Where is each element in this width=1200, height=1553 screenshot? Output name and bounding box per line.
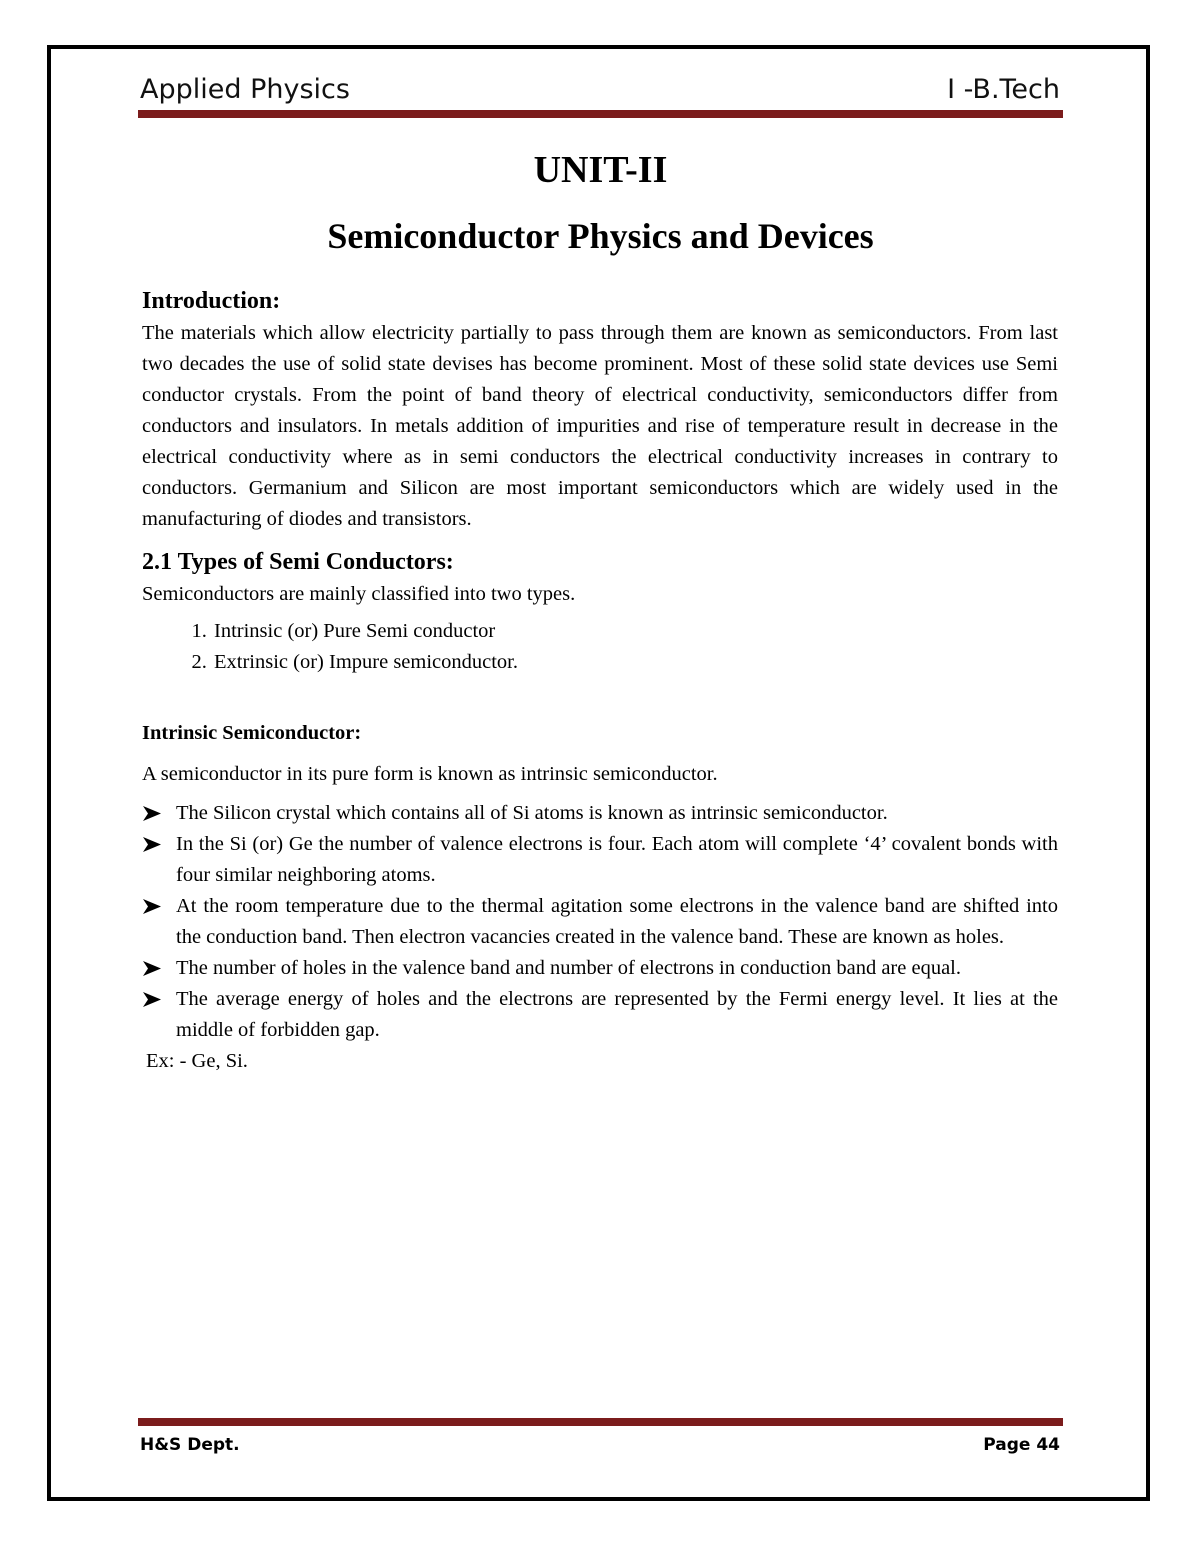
types-heading: 2.1 Types of Semi Conductors: — [142, 549, 454, 575]
list-item: 1. Intrinsic (or) Pure Semi conductor — [212, 616, 1058, 647]
intrinsic-heading: Intrinsic Semiconductor: — [142, 722, 362, 744]
introduction-text: The materials which allow electricity partially to pass through them are known as semiconductors. From last two decades the use of solid state devises has become prominent. Most of these solid state devices use Semi conductor crystals. From the point of band theory of electrical conductivity, semiconductors differ from conductors and insulators. In metals addition of impurities and rise of temperature result in decrease in the electrical conductivity where as in semi conductors the electrical conductivity increases in contrary to conductors. Germanium and Silicon are most important semiconductors which are widely used in the manufacturing of diodes and transistors. — [142, 322, 1058, 530]
bullet-text: The Silicon crystal which contains all of Si atoms is known as intrinsic semiconductor. — [176, 802, 888, 824]
footer-rule — [138, 1418, 1063, 1426]
arrow-bullet-icon — [142, 960, 162, 977]
list-item — [142, 984, 1058, 1046]
list-item — [142, 953, 1058, 984]
types-intro: Semiconductors are mainly classified into two types. — [142, 583, 576, 605]
bullet-text: At the room temperature due to the thermal agitation some electrons in the valence band are shifted into the conduction band. Then electron vacancies created in the valence band. These are known as holes. — [176, 895, 1058, 948]
example-text: Ex: - Ge, Si. — [146, 1050, 248, 1072]
header-rule — [138, 110, 1063, 118]
page-title: Semiconductor Physics and Devices — [327, 216, 874, 256]
unit-title: UNIT-II — [533, 149, 668, 191]
arrow-bullet-icon — [142, 991, 162, 1008]
introduction-heading: Introduction: — [142, 288, 281, 314]
list-item — [142, 798, 1058, 829]
arrow-bullet-icon — [142, 805, 162, 822]
page-header — [140, 70, 1062, 110]
bullet-text: The average energy of holes and the electrons are represented by the Fermi energy level. It lies at the middle of forbidden gap. — [176, 988, 1058, 1041]
intrinsic-definition: A semiconductor in its pure form is known as intrinsic semiconductor. — [142, 763, 718, 785]
page-number: Page 44 — [983, 1435, 1060, 1455]
bullet-text: The number of holes in the valence band and number of electrons in conduction band are equal. — [176, 957, 961, 979]
list-item — [142, 829, 1058, 891]
arrow-bullet-icon — [142, 836, 162, 853]
types-list — [142, 616, 1058, 678]
page-footer — [140, 1430, 1060, 1460]
header-course: I -B.Tech — [947, 74, 1060, 105]
header-subject: Applied Physics — [140, 74, 350, 105]
footer-department: H&S Dept. — [140, 1435, 240, 1455]
list-item: 2. Extrinsic (or) Impure semiconductor. — [212, 647, 1058, 678]
intrinsic-bullets — [142, 798, 1058, 1046]
list-item — [142, 891, 1058, 953]
document-body — [142, 284, 1058, 1077]
arrow-bullet-icon — [142, 898, 162, 915]
bullet-text: In the Si (or) Ge the number of valence electrons is four. Each atom will complete ‘4’ covalent bonds with four similar neighboring atoms. — [176, 833, 1058, 886]
